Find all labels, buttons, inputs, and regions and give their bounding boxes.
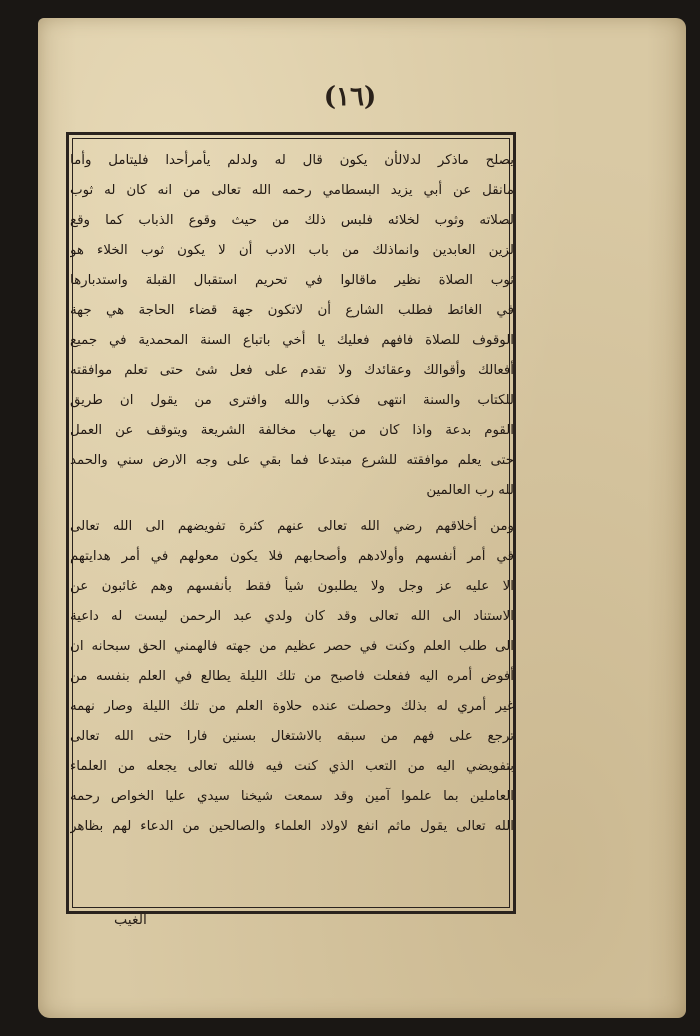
text-line: العاملين بما علموا آمين وقد سمعت شيخنا سيدي عليا الخواص رحمه xyxy=(70,789,514,804)
text-line: الله تعالى يقول ماثم انفع لاولاد العلماء والصالحين من الدعاء لهم بظاهر xyxy=(70,819,514,834)
text-line: ومن أخلاقهم رضي الله تعالى عنهم كثرة تفويضهم الى الله تعالى xyxy=(70,519,514,534)
text-line: الاستناد الى الله تعالى وقد كان ولدي عبد الرحمن ليست له داعية xyxy=(70,609,514,624)
page-number: (١٦) xyxy=(323,82,377,112)
text-line: غير أمري له بذلك وحصلت عنده حلاوة العلم من تلك الليلة وصار نهمه xyxy=(70,699,514,714)
text-line: في أمر أنفسهم وأولادهم وأصحابهم فلا يكون معولهم في أمر هدايتهم xyxy=(70,549,514,564)
text-line: القوم بدعة واذا كان من يهاب مخالفة الشريعة ويتوقف عن العمل xyxy=(70,423,514,438)
text-line: حتى يعلم موافقته للشرع مبتدعا فما بقي على وجه الارض سني والحمد xyxy=(70,453,514,468)
text-block xyxy=(70,146,514,842)
paragraph-end-line: لله رب العالمين xyxy=(426,483,514,498)
text-line: ترجع على فهم من سبقه بالاشتغال بسنين فارا حتى الله تعالى xyxy=(70,729,514,744)
text-line: مانقل عن أبي يزيد البسطامي رحمه الله تعالى من انه كان له ثوب xyxy=(70,183,514,198)
text-line: أفوض أمره اليه ففعلت فاصبح من تلك الليلة يطالع في العلم بنفسه من xyxy=(70,669,514,684)
text-line: الى طلب العلم وكنت في حصر عظيم من جهته فالهمني الحق سبحانه ان xyxy=(70,639,514,654)
catchword: الغيب xyxy=(114,912,147,928)
text-line: لزين العابدين وانماذلك من باب الادب أن لا يكون ثوب الخلاء هو xyxy=(70,243,514,258)
text-line: لصلاته وثوب لخلائه فلبس ذلك من حيث وقوع الذباب كما وقع xyxy=(70,213,514,228)
text-line: للكتاب والسنة انتهى فكذب والله وافترى من يقول ان طريق xyxy=(70,393,514,408)
text-line: ثوب الصلاة نظير ماقالوا في تحريم استقبال القبلة واستدبارها xyxy=(70,273,514,288)
text-line: أفعالك وأقوالك وعقائدك ولا تقدم على فعل شئ حتى تعلم موافقته xyxy=(70,363,514,378)
text-line: الوقوف للصلاة فافهم فعليك يا أخي باتباع السنة المحمدية في جميع xyxy=(70,333,514,348)
text-line: الا عليه عز وجل ولا يطلبون شيأ فقط بأنفسهم وهم غائبون عن xyxy=(70,579,514,594)
text-line: في الغائط فطلب الشارع أن لاتكون جهة قضاء الحاجة هي جهة xyxy=(70,303,514,318)
text-line: بتفويضي اليه من التعب الذي كنت فيه فالله تعالى يجعله من العلماء xyxy=(70,759,514,774)
text-line: يصلح ماذكر لدلالأن يكون قال له ولدلم يأمرأحدا فليتامل وأما xyxy=(70,153,514,168)
